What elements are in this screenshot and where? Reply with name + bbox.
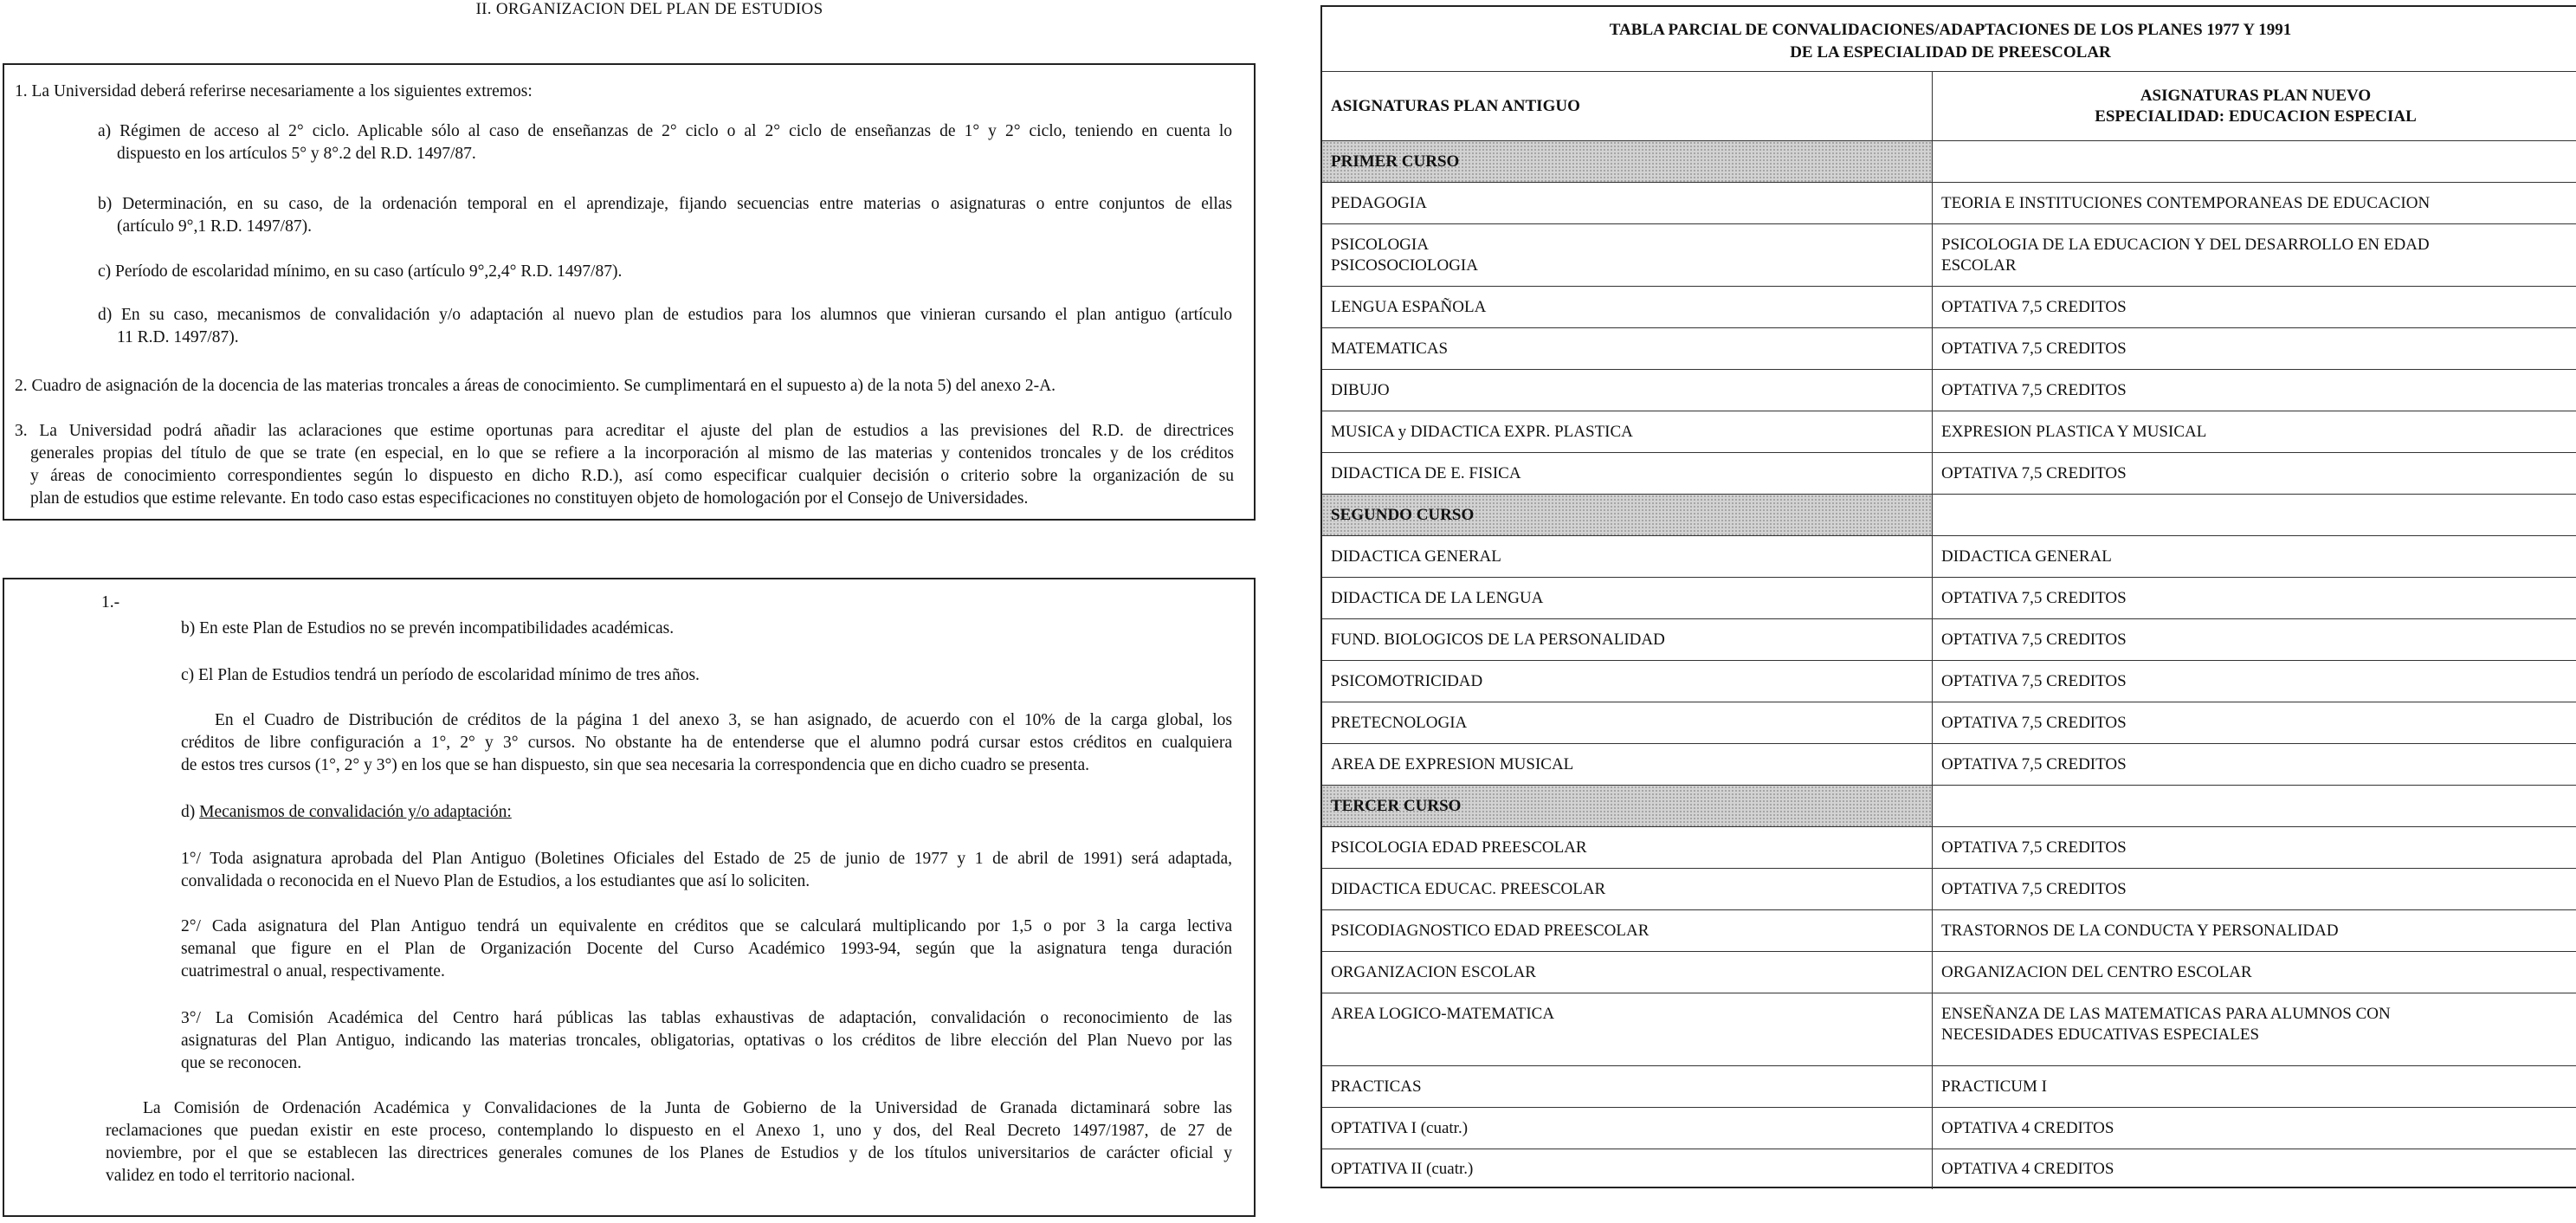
old-subject xyxy=(1322,869,1933,910)
new-subject-text: OPTATIVA 7,5 CREDITOS xyxy=(1941,880,2127,898)
answer-cuadro-line2: créditos de libre configuración a 1°, 2° y 3° cursos. No obstante ha de entenderse que el alumno podrá cursar estos créditos en cualquiera xyxy=(181,734,1232,752)
section-label-text: PRIMER CURSO xyxy=(1331,152,1460,171)
table-row xyxy=(1322,743,2576,786)
old-subject-text: DIDACTICA DE LA LENGUA xyxy=(1331,589,1544,607)
answer-b: b) En este Plan de Estudios no se prevén incompatibilidades académicas. xyxy=(181,619,675,637)
old-subject xyxy=(1322,536,1933,578)
instruction-a-line2: dispuesto en los artículos 5° y 8°.2 del R.D. 1497/87. xyxy=(117,145,476,163)
instruction-1: 1. La Universidad deberá referirse necesariamente a los siguientes extremos: xyxy=(15,82,533,100)
new-subject xyxy=(1933,1108,2576,1149)
old-subject-text: DIDACTICA DE E. FISICA xyxy=(1331,464,1521,482)
old-subject-text: OPTATIVA II (cuatr.) xyxy=(1331,1160,1474,1178)
table-row xyxy=(1322,702,2576,744)
new-subject-text: OPTATIVA 7,5 CREDITOS xyxy=(1941,838,2127,857)
new-subject xyxy=(1933,869,2576,910)
answers-box xyxy=(3,578,1256,1217)
new-subject xyxy=(1933,744,2576,786)
col-header-new-line1: ASIGNATURAS PLAN NUEVO xyxy=(2140,87,2372,105)
section-label-text: TERCER CURSO xyxy=(1331,797,1462,815)
old-subject xyxy=(1322,370,1933,411)
new-subject xyxy=(1933,411,2576,453)
final-line4: validez en todo el territorio nacional. xyxy=(106,1167,356,1185)
table-row xyxy=(1322,327,2576,370)
mechanism-1-line1: 1°/ Toda asignatura aprobada del Plan Antiguo (Boletines Oficiales del Estado de 25 de junio de 1977 y 1 de abril de 1991) será adaptada, xyxy=(181,850,1232,868)
final-line3: noviembre, por el que se establecen las directrices generales comunes de los Planes de Estudios y de los títulos universitarios de carácter oficial y xyxy=(106,1144,1232,1162)
section-label-text: SEGUNDO CURSO xyxy=(1331,506,1475,524)
section-label xyxy=(1322,786,1933,827)
section-row-tercer xyxy=(1322,785,2576,827)
old-subject xyxy=(1322,287,1933,328)
section-row-primer xyxy=(1322,140,2576,183)
new-subject-line2: ESCOLAR xyxy=(1941,256,2017,275)
section-label xyxy=(1322,141,1933,183)
old-subject-text: DIBUJO xyxy=(1331,381,1390,399)
new-subject-text: OPTATIVA 7,5 CREDITOS xyxy=(1941,381,2127,399)
new-subject-text: OPTATIVA 7,5 CREDITOS xyxy=(1941,464,2127,482)
mechanism-3-line1: 3°/ La Comisión Académica del Centro hará públicas las tablas exhaustivas de adaptación, convalidación o reconocimiento de las xyxy=(181,1009,1232,1027)
table-row xyxy=(1322,826,2576,869)
col-header-old xyxy=(1322,72,1933,141)
mechanism-2-line3: cuatrimestral o anual, respectivamente. xyxy=(181,962,445,980)
new-subject xyxy=(1933,536,2576,578)
new-subject-text: OPTATIVA 4 CREDITOS xyxy=(1941,1119,2114,1137)
instructions-box xyxy=(3,63,1256,521)
table-row xyxy=(1322,411,2576,453)
instruction-a-line1: a) Régimen de acceso al 2° ciclo. Aplicable sólo al caso de enseñanzas de 2° ciclo o al 2° ciclo de enseñanzas de 1° y 2° ciclo, teniendo en cuenta lo xyxy=(98,122,1232,140)
old-subject xyxy=(1322,661,1933,702)
old-subject-text: DIDACTICA EDUCAC. PREESCOLAR xyxy=(1331,880,1606,898)
mechanism-3-line3: que se reconocen. xyxy=(181,1054,302,1072)
table-row xyxy=(1322,909,2576,952)
new-subject-text: EXPRESION PLASTICA Y MUSICAL xyxy=(1941,423,2207,441)
new-subject-text: TRASTORNOS DE LA CONDUCTA Y PERSONALIDAD xyxy=(1941,922,2339,940)
instruction-c: c) Período de escolaridad mínimo, en su caso (artículo 9°,2,4° R.D. 1497/87). xyxy=(98,262,623,281)
old-subject-text: DIDACTICA GENERAL xyxy=(1331,547,1501,566)
answer-d-heading xyxy=(181,801,512,824)
table-header-row xyxy=(1322,71,2576,141)
old-subject-text: PEDAGOGIA xyxy=(1331,194,1427,212)
new-subject xyxy=(1933,827,2576,869)
old-subject xyxy=(1322,453,1933,495)
old-subject-text: AREA DE EXPRESION MUSICAL xyxy=(1331,755,1574,773)
section-empty-cell xyxy=(1933,495,2576,536)
new-subject xyxy=(1933,453,2576,495)
col-header-new xyxy=(1933,72,2576,141)
old-subject xyxy=(1322,1149,1933,1189)
mechanism-1-line2: convalidada o reconocida en el Nuevo Plan de Estudios, a los estudiantes que así lo soliciten. xyxy=(181,872,810,890)
final-line2: reclamaciones que puedan existir en este proceso, contemplando lo dispuesto en el Anexo 1, uno y dos, del Real Decreto 1497/1987, de 27 de xyxy=(106,1122,1232,1140)
new-subject-line2: NECESIDADES EDUCATIVAS ESPECIALES xyxy=(1941,1026,2260,1044)
old-subject-line2: PSICOSOCIOLOGIA xyxy=(1331,256,1478,275)
new-subject-text: OPTATIVA 7,5 CREDITOS xyxy=(1941,631,2127,649)
old-subject xyxy=(1322,744,1933,786)
old-subject-text: PRETECNOLOGIA xyxy=(1331,714,1468,732)
new-subject-text: OPTATIVA 7,5 CREDITOS xyxy=(1941,589,2127,607)
old-subject-text: OPTATIVA I (cuatr.) xyxy=(1331,1119,1469,1137)
new-subject-text: DIDACTICA GENERAL xyxy=(1941,547,2112,566)
table-row xyxy=(1322,1065,2576,1108)
section-row-segundo xyxy=(1322,494,2576,536)
old-subject xyxy=(1322,993,1933,1066)
section-label xyxy=(1322,495,1933,536)
table-row xyxy=(1322,1107,2576,1149)
new-subject-text: OPTATIVA 7,5 CREDITOS xyxy=(1941,714,2127,732)
instruction-3-line2: generales propias del título de que se trate (en especial, en lo que se refiere a la incorporación al mismo de las materias y contenidos troncales y de los créditos xyxy=(30,444,1234,463)
table-row xyxy=(1322,660,2576,702)
new-subject xyxy=(1933,328,2576,370)
instruction-3-line4: plan de estudios que estime relevante. En todo caso estas especificaciones no constituyen objeto de homologación por el Consejo de Universidades. xyxy=(30,489,1029,508)
new-subject-text: OPTATIVA 7,5 CREDITOS xyxy=(1941,755,2127,773)
old-subject-text: PSICOLOGIA EDAD PREESCOLAR xyxy=(1331,838,1587,857)
new-subject xyxy=(1933,952,2576,993)
new-subject xyxy=(1933,183,2576,224)
table-row xyxy=(1322,868,2576,910)
answer-d-prefix: d) xyxy=(181,803,200,821)
table-row xyxy=(1322,618,2576,661)
instruction-2: 2. Cuadro de asignación de la docencia de las materias troncales a áreas de conocimiento. Se cumplimentará en el supuesto a) de la nota 5) del anexo 2-A. xyxy=(15,377,1056,395)
new-subject xyxy=(1933,619,2576,661)
answer-cuadro-line3: de estos tres cursos (1°, 2° y 3°) en los que se han dispuesto, sin que sea necesaria la correspondencia que en dicho cuadro se presenta. xyxy=(181,756,1089,774)
old-subject xyxy=(1322,328,1933,370)
table-row xyxy=(1322,182,2576,224)
table-row xyxy=(1322,369,2576,411)
convalidation-table xyxy=(1320,5,2576,1188)
answer-cuadro-line1: En el Cuadro de Distribución de créditos de la página 1 del anexo 3, se han asignado, de acuerdo con el 10% de la carga global, los xyxy=(215,711,1232,729)
table-row xyxy=(1322,577,2576,619)
new-subject-text: ORGANIZACION DEL CENTRO ESCOLAR xyxy=(1941,963,2252,981)
old-subject xyxy=(1322,1108,1933,1149)
answer-number: 1.- xyxy=(101,593,120,612)
table-row xyxy=(1322,452,2576,495)
section-empty-cell xyxy=(1933,786,2576,827)
old-subject xyxy=(1322,224,1933,287)
old-subject xyxy=(1322,910,1933,952)
mechanism-2-line2: semanal que figure en el Plan de Organización Docente del Curso Académico 1993-94, según que la asignatura tenga duración xyxy=(181,940,1232,958)
table-title-line2: DE LA ESPECIALIDAD DE PREESCOLAR xyxy=(1790,43,2111,61)
mechanism-3-line2: asignaturas del Plan Antiguo, indicando las materias troncales, obligatorias, optativas o los créditos de libre elección del Plan Nuevo por las xyxy=(181,1032,1232,1050)
old-subject-text: MUSICA y DIDACTICA EXPR. PLASTICA xyxy=(1331,423,1633,441)
old-subject xyxy=(1322,827,1933,869)
table-title-line1: TABLA PARCIAL DE CONVALIDACIONES/ADAPTACIONES DE LOS PLANES 1977 Y 1991 xyxy=(1609,21,2292,39)
table-row xyxy=(1322,286,2576,328)
new-subject xyxy=(1933,1149,2576,1189)
col-header-new-line2: ESPECIALIDAD: EDUCACION ESPECIAL xyxy=(2095,107,2417,126)
new-subject xyxy=(1933,702,2576,744)
table-row xyxy=(1322,993,2576,1066)
old-subject-text: MATEMATICAS xyxy=(1331,340,1449,358)
new-subject xyxy=(1933,370,2576,411)
new-subject-text: TEORIA E INSTITUCIONES CONTEMPORANEAS DE EDUCACION xyxy=(1941,194,2431,212)
new-subject-text: OPTATIVA 7,5 CREDITOS xyxy=(1941,298,2127,316)
new-subject-text: OPTATIVA 4 CREDITOS xyxy=(1941,1160,2114,1178)
page-title: II. ORGANIZACION DEL PLAN DE ESTUDIOS xyxy=(475,0,823,18)
new-subject xyxy=(1933,224,2576,287)
instruction-3-line1: 3. La Universidad podrá añadir las aclaraciones que estime oportunas para acreditar el ajuste del plan de estudios a las previsiones del R.D. de directrices xyxy=(15,422,1234,440)
new-subject xyxy=(1933,661,2576,702)
old-subject-text: AREA LOGICO-MATEMATICA xyxy=(1331,1005,1555,1023)
new-subject xyxy=(1933,1066,2576,1108)
table-row xyxy=(1322,951,2576,993)
old-subject-text: FUND. BIOLOGICOS DE LA PERSONALIDAD xyxy=(1331,631,1665,649)
mechanism-2-line1: 2°/ Cada asignatura del Plan Antiguo tendrá un equivalente en créditos que se calculará multiplicando por 1,5 o por 3 la carga lectiva xyxy=(181,917,1232,935)
answer-d-title: Mecanismos de convalidación y/o adaptación: xyxy=(199,803,512,821)
instruction-b-line1: b) Determinación, en su caso, de la ordenación temporal en el aprendizaje, fijando secuencias entre materias o asignaturas o entre conjuntos de ellas xyxy=(98,195,1232,213)
old-subject-text: PSICOMOTRICIDAD xyxy=(1331,672,1483,690)
section-empty-cell xyxy=(1933,141,2576,183)
answer-c: c) El Plan de Estudios tendrá un período de escolaridad mínimo de tres años. xyxy=(181,666,700,684)
table-row xyxy=(1322,535,2576,578)
instruction-d-line2: 11 R.D. 1497/87). xyxy=(117,328,239,346)
old-subject-line1: PSICOLOGIA xyxy=(1331,236,1429,254)
old-subject xyxy=(1322,183,1933,224)
old-subject xyxy=(1322,619,1933,661)
new-subject xyxy=(1933,287,2576,328)
old-subject xyxy=(1322,702,1933,744)
new-subject-line1: PSICOLOGIA DE LA EDUCACION Y DEL DESARROLLO EN EDAD xyxy=(1941,236,2430,254)
final-line1: La Comisión de Ordenación Académica y Convalidaciones de la Junta de Gobierno de la Universidad de Granada dictaminará sobre las xyxy=(143,1099,1232,1117)
old-subject xyxy=(1322,411,1933,453)
instruction-d-line1: d) En su caso, mecanismos de convalidación y/o adaptación al nuevo plan de estudios para los alumnos que vinieran cursando el plan antiguo (artículo xyxy=(98,306,1232,324)
new-subject-line1: ENSEÑANZA DE LAS MATEMATICAS PARA ALUMNOS CON xyxy=(1941,1005,2391,1023)
old-subject-text: PRACTICAS xyxy=(1331,1077,1422,1096)
table-row xyxy=(1322,1149,2576,1189)
new-subject xyxy=(1933,993,2576,1066)
new-subject-text: OPTATIVA 7,5 CREDITOS xyxy=(1941,340,2127,358)
new-subject-text: PRACTICUM I xyxy=(1941,1077,2047,1096)
new-subject-text: OPTATIVA 7,5 CREDITOS xyxy=(1941,672,2127,690)
col-header-old-text: ASIGNATURAS PLAN ANTIGUO xyxy=(1331,97,1580,115)
new-subject xyxy=(1933,910,2576,952)
old-subject-text: LENGUA ESPAÑOLA xyxy=(1331,298,1487,316)
instruction-3-line3: y áreas de conocimiento correspondientes según lo dispuesto en dicho R.D.), así como especificar cualquier decisión o criterio sobre la organización de su xyxy=(30,467,1234,485)
table-row xyxy=(1322,223,2576,287)
old-subject xyxy=(1322,1066,1933,1108)
old-subject-text: PSICODIAGNOSTICO EDAD PREESCOLAR xyxy=(1331,922,1650,940)
old-subject xyxy=(1322,578,1933,619)
old-subject xyxy=(1322,952,1933,993)
old-subject-text: ORGANIZACION ESCOLAR xyxy=(1331,963,1536,981)
instruction-b-line2: (artículo 9°,1 R.D. 1497/87). xyxy=(117,217,312,236)
new-subject xyxy=(1933,578,2576,619)
